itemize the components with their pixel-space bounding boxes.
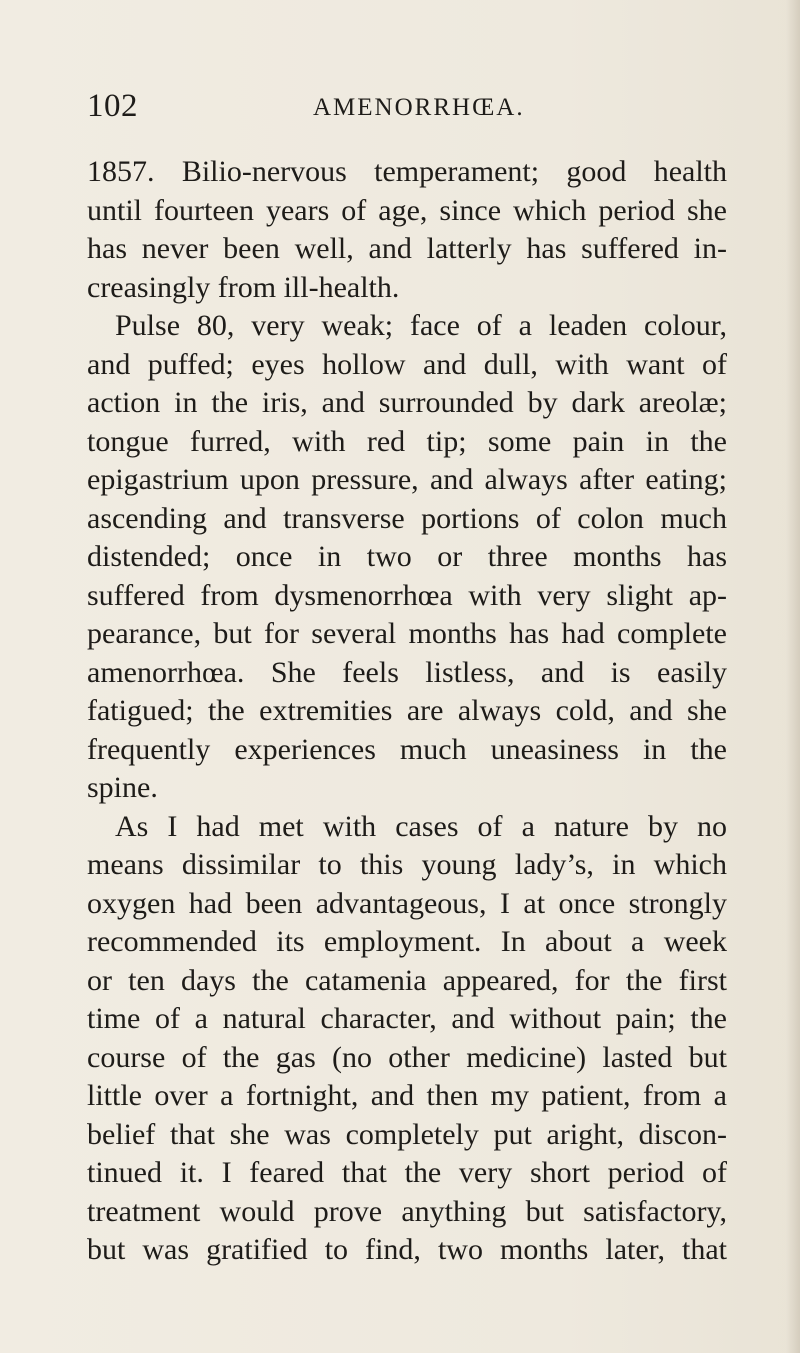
running-head: AMENORRHŒA.	[313, 94, 525, 121]
text-line: As I had met with cases of a nature by no	[115, 809, 727, 843]
text-line: pearance, but for several months has had complete	[87, 617, 727, 650]
text-line: frequently experiences much uneasiness in the	[87, 732, 727, 766]
text-line: but was gratified to find, two months later, that	[87, 1233, 727, 1266]
text-line: distended; once in two or three months has	[87, 540, 727, 573]
body-text	[87, 153, 727, 1270]
page-number: 102	[87, 88, 138, 124]
text-line: suffered from dysmenorrhœa with very slight ap-	[87, 578, 727, 612]
text-line: tinued it. I feared that the very short period of	[87, 1156, 727, 1189]
page-header	[87, 86, 727, 126]
text-line: tongue furred, with red tip; some pain in the	[87, 424, 727, 458]
text-line: or ten days the catamenia appeared, for the first	[87, 963, 727, 997]
text-line: time of a natural character, and without pain; the	[87, 1002, 727, 1035]
text-line: until fourteen years of age, since which period she	[87, 193, 727, 227]
text-line: amenorrhœa. She feels listless, and is easily	[87, 655, 727, 689]
text-line: creasingly from ill-health.	[87, 270, 400, 304]
text-line: action in the iris, and surrounded by dark areolæ;	[87, 386, 727, 419]
text-line: oxygen had been advantageous, I at once strongly	[87, 886, 727, 920]
text-line: belief that she was completely put aright, discon-	[87, 1117, 727, 1151]
text-line: treatment would prove anything but satisfactory,	[87, 1194, 727, 1228]
text-line: Pulse 80, very weak; face of a leaden colour,	[115, 309, 727, 342]
page-edge-shadow	[786, 0, 800, 1353]
text-line: 1857. Bilio-nervous temperament; good health	[87, 155, 727, 188]
text-line: fatigued; the extremities are always cold, and she	[87, 694, 727, 727]
text-line: ascending and transverse portions of colon much	[87, 501, 727, 535]
text-line: means dissimilar to this young lady’s, in which	[87, 848, 727, 881]
text-line: little over a fortnight, and then my patient, from a	[87, 1079, 727, 1112]
text-line: has never been well, and latterly has suffered in-	[87, 232, 727, 265]
text-line: recommended its employment. In about a week	[87, 925, 727, 958]
text-line: spine.	[87, 771, 158, 804]
text-line: course of the gas (no other medicine) lasted but	[87, 1040, 727, 1074]
text-line: epigastrium upon pressure, and always after eating;	[87, 463, 727, 496]
text-line: and puffed; eyes hollow and dull, with want of	[87, 347, 727, 381]
